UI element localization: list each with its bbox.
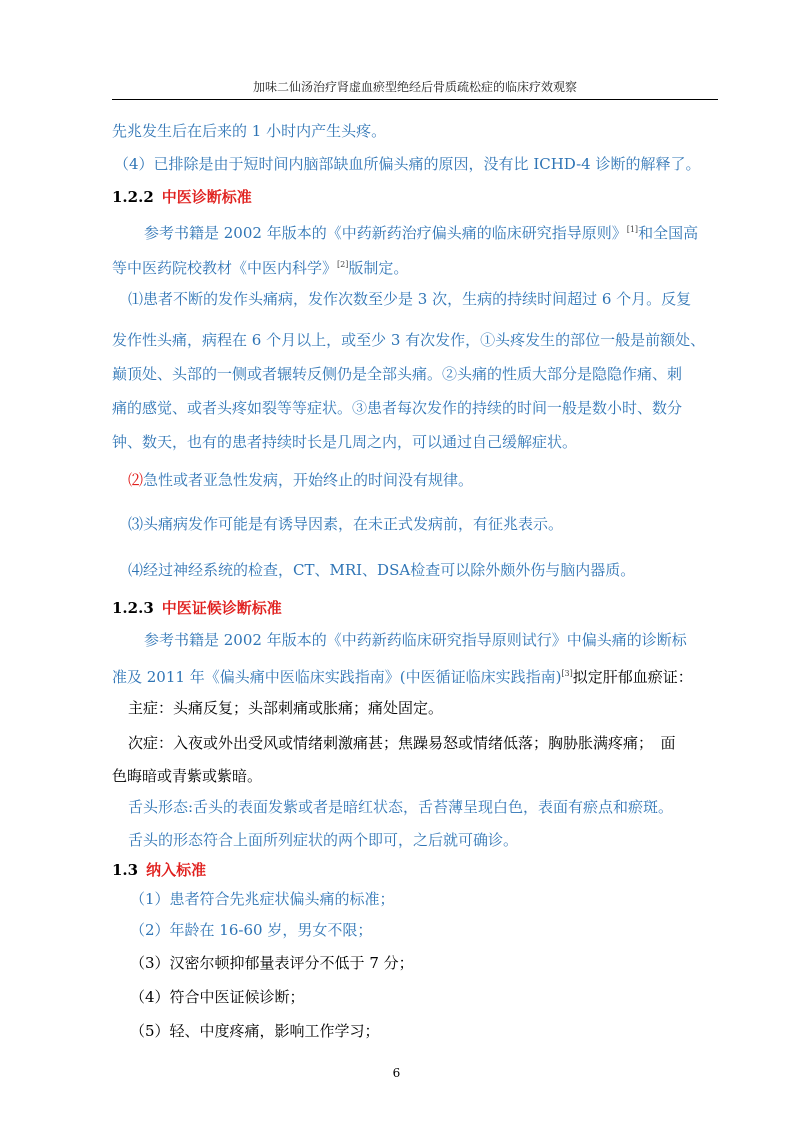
- section-number: 1.3: [112, 861, 139, 879]
- list-item: （1）患者符合先兆症状偏头痛的标准；: [130, 890, 395, 908]
- citation: [1]: [626, 225, 639, 234]
- list-item: （3）汉密尔顿抑郁量表评分不低于 7 分；: [130, 954, 414, 972]
- text-line: [144, 220, 698, 243]
- list-item: （4）符合中医证候诊断；: [130, 988, 305, 1006]
- text-line: 色晦暗或青紫或紫暗。: [112, 767, 263, 785]
- text-line: [112, 664, 693, 687]
- text-line: [128, 470, 473, 490]
- text-line: 先兆发生后在后来的 1 小时内产生头疼。: [112, 122, 387, 140]
- text-line: 舌头形态:舌头的表面发紫或者是暗红状态，舌苔薄呈现白色，表面有瘀点和瘀斑。: [128, 798, 674, 816]
- text-line: 参考书籍是 2002 年版本的《中药新药临床研究指导原则试行》中偏头痛的诊断标: [144, 631, 687, 649]
- text-line: （4）已排除是由于短时间内脑部缺血所偏头痛的原因，没有比 ICHD-4 诊断的解释了。: [114, 155, 701, 173]
- text-run: 版制定。: [348, 259, 409, 277]
- text-run: 准及 2011 年《偏头痛中医临床实践指南》(中医循证临床实践指南): [112, 668, 562, 686]
- text-line: 钟、数天，也有的患者持续时长是几周之内，可以通过自己缓解症状。: [112, 433, 578, 451]
- text-line: [112, 255, 408, 278]
- text-run: 等中医药院校教材《中医内科学》: [112, 259, 338, 277]
- section-heading-1-3: [112, 860, 206, 880]
- section-heading-1-2-3: [112, 598, 282, 618]
- text-line: 痛的感觉、或者头疼如裂等等症状。③患者每次发作的持续的时间一般是数小时、数分: [112, 399, 683, 417]
- text-line: 次症：入夜或外出受风或情绪刺激痛甚；焦躁易怒或情绪低落；胸胁胀满疼痛； 面: [128, 734, 676, 752]
- text-line: 主症：头痛反复；头部刺痛或胀痛；痛处固定。: [128, 699, 444, 717]
- text-run: 和全国高: [638, 224, 699, 242]
- citation: [2]: [337, 260, 349, 269]
- page-number: 6: [392, 1066, 401, 1080]
- section-title: 中医证候诊断标准: [161, 599, 282, 617]
- list-marker: ⑵: [128, 471, 144, 489]
- section-title: 中医诊断标准: [161, 188, 252, 206]
- running-header: 加味二仙汤治疗肾虚血瘀型绝经后骨质疏松症的临床疗效观察: [252, 80, 577, 94]
- list-item: （5）轻、中度疼痛，影响工作学习；: [130, 1022, 380, 1040]
- section-number: 1.2.3: [112, 599, 154, 617]
- header-rule: [112, 99, 718, 100]
- section-heading-1-2-2: [112, 187, 252, 207]
- text-line: 发作性头痛，病程在 6 个月以上，或至少 3 有次发作，①头疼发生的部位一般是前额处、: [112, 331, 706, 349]
- text-line: ⑷经过神经系统的检查，CT、MRI、DSA检查可以除外颇外伤与脑内器质。: [128, 561, 636, 579]
- list-item: [130, 920, 372, 940]
- citation: [3]: [561, 669, 573, 678]
- text-run: 拟定肝郁血瘀证：: [572, 668, 693, 686]
- section-title: 纳入标准: [146, 861, 207, 879]
- text-run: 参考书籍是 2002 年版本的《中药新药治疗偏头痛的临床研究指导原则》: [144, 224, 627, 242]
- text-line: 舌头的形态符合上面所列症状的两个即可，之后就可确诊。: [128, 831, 519, 849]
- text-run: 急性或者亚急性发病，开始终止的时间没有规律。: [143, 471, 474, 489]
- text-line: ⑶头痛病发作可能是有诱导因素，在未正式发病前，有征兆表示。: [128, 515, 564, 533]
- text-line: ⑴患者不断的发作头痛病，发作次数至少是 3 次，生病的持续时间超过 6 个月。反复: [128, 290, 692, 308]
- text-line: 巅顶处、头部的一侧或者辗转反侧仍是全部头痛。②头痛的性质大部分是隐隐作痛、刺: [112, 365, 683, 383]
- section-number: 1.2.2: [112, 188, 154, 206]
- text-run: （2）年龄在 16-60 岁，男女不限；: [130, 921, 373, 939]
